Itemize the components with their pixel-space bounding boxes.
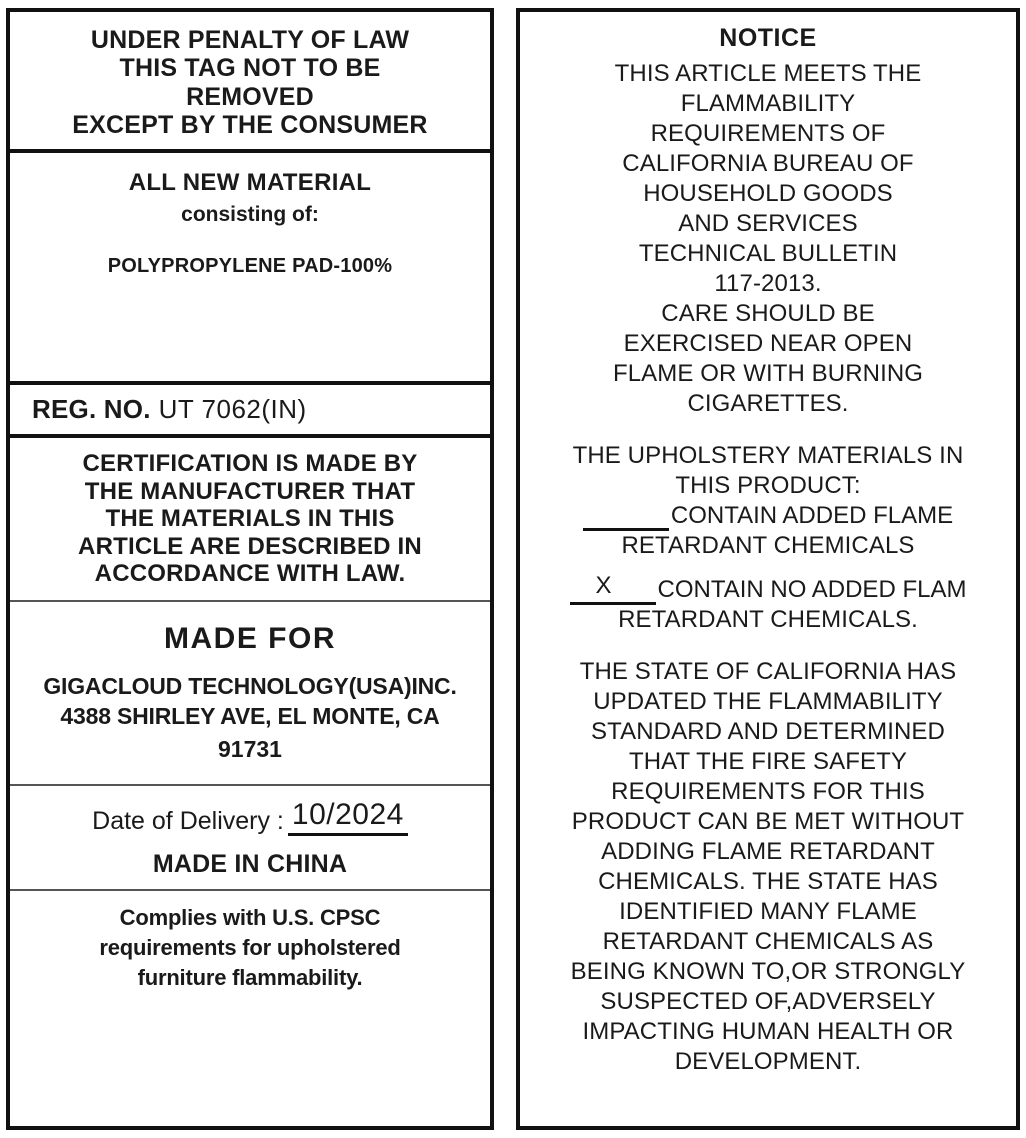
flammability-line-11: FLAME OR WITH BURNING <box>612 360 924 387</box>
made-for-address: 4388 SHIRLEY AVE, EL MONTE, CA <box>60 702 440 729</box>
upholstery-intro <box>534 441 1002 501</box>
state-line-1: THE STATE OF CALIFORNIA HAS <box>579 658 957 685</box>
state-line-2: UPDATED THE FLAMMABILITY <box>593 688 943 715</box>
penalty-line-1: UNDER PENALTY OF LAW <box>90 26 410 54</box>
penalty-notice-section <box>10 12 490 153</box>
option-contains-text-line-2: RETARDANT CHEMICALS <box>621 532 915 559</box>
made-for-section <box>10 602 490 786</box>
made-for-company: GIGACLOUD TECHNOLOGY(USA)INC. <box>43 672 457 699</box>
flammability-line-12: CIGARETTES. <box>687 390 849 417</box>
made-for-heading: MADE FOR <box>164 621 336 655</box>
right-notice-tag <box>516 8 1020 1130</box>
state-line-12: SUSPECTED OF,ADVERSELY <box>600 988 936 1015</box>
upholstery-intro-line-1: THE UPHOLSTERY MATERIALS IN <box>572 442 964 469</box>
material-heading: ALL NEW MATERIAL <box>128 169 372 196</box>
option-contains-none-text-line-1: CONTAIN NO ADDED FLAM <box>657 576 967 603</box>
cpsc-compliance-section <box>10 891 490 1126</box>
flammability-line-2: FLAMMABILITY <box>680 90 856 117</box>
option-contains-text-line-2-wrap <box>534 531 1002 561</box>
checkbox-blank-contains[interactable] <box>583 506 669 531</box>
delivery-section <box>10 786 490 891</box>
cpsc-line-1: Complies with U.S. CPSC <box>119 905 381 931</box>
registration-value: UT 7062(IN) <box>158 394 307 424</box>
check-mark-x: X <box>595 572 612 599</box>
flammability-line-8: 117-2013. <box>714 270 822 297</box>
state-line-10: RETARDANT CHEMICALS AS <box>602 928 934 955</box>
state-line-14: DEVELOPMENT. <box>674 1048 862 1075</box>
flammability-line-3: REQUIREMENTS OF <box>650 120 886 147</box>
flammability-line-5: HOUSEHOLD GOODS <box>643 180 893 207</box>
cpsc-line-2: requirements for upholstered <box>99 934 401 960</box>
option-contains-none-text-line-2: RETARDANT CHEMICALS. <box>618 606 918 633</box>
certification-section <box>10 438 490 602</box>
state-of-california-paragraph <box>534 657 1002 1077</box>
certification-line-2: THE MANUFACTURER THAT <box>84 477 416 505</box>
certification-line-5: ACCORDANCE WITH LAW. <box>94 560 406 588</box>
state-line-5: REQUIREMENTS FOR THIS <box>611 778 925 805</box>
flammability-line-6: AND SERVICES <box>678 210 858 237</box>
flammability-line-1: THIS ARTICLE MEETS THE <box>614 60 922 87</box>
spacer-3 <box>534 635 1002 657</box>
state-line-13: IMPACTING HUMAN HEALTH OR <box>582 1018 954 1045</box>
state-line-3: STANDARD AND DETERMINED <box>591 718 945 745</box>
certification-line-3: THE MATERIALS IN THIS <box>105 505 395 533</box>
penalty-line-4: EXCEPT BY THE CONSUMER <box>72 110 428 139</box>
penalty-line-2: THIS TAG NOT TO BE <box>119 54 381 83</box>
registration-number-section <box>10 385 490 438</box>
left-law-tag <box>6 8 494 1130</box>
spacer-1 <box>534 419 1002 441</box>
flammability-line-7: TECHNICAL BULLETIN <box>638 240 898 267</box>
registration-label: REG. NO. <box>32 394 151 424</box>
state-line-9: IDENTIFIED MANY FLAME <box>619 898 917 925</box>
country-of-origin: MADE IN CHINA <box>152 850 348 879</box>
flammability-line-10: EXERCISED NEAR OPEN <box>623 330 913 357</box>
flammability-line-4: CALIFORNIA BUREAU OF <box>622 150 914 177</box>
delivery-row <box>18 798 482 836</box>
checkbox-blank-contains-none[interactable] <box>570 572 656 605</box>
state-line-8: CHEMICALS. THE STATE HAS <box>598 868 938 895</box>
option-contains-none-text-line-2-wrap <box>534 605 1002 635</box>
option-contains-no-flame-retardant[interactable] <box>534 572 1002 605</box>
material-subheading: consisting of: <box>181 203 319 226</box>
state-line-7: ADDING FLAME RETARDANT <box>601 838 935 865</box>
delivery-date-value: 10/2024 <box>288 798 408 836</box>
state-line-4: THAT THE FIRE SAFETY <box>628 748 908 775</box>
flammability-line-9: CARE SHOULD BE <box>661 300 875 327</box>
cpsc-line-3: furniture flammability. <box>137 964 363 990</box>
delivery-label: Date of Delivery : <box>92 807 284 836</box>
option-contains-flame-retardant[interactable] <box>534 501 1002 531</box>
material-section <box>10 153 490 385</box>
certification-line-1: CERTIFICATION IS MADE BY <box>82 450 418 477</box>
material-content: POLYPROPYLENE PAD-100% <box>107 255 393 277</box>
certification-line-4: ARTICLE ARE DESCRIBED IN <box>78 532 422 560</box>
notice-title: NOTICE <box>719 24 817 52</box>
penalty-line-3: REMOVED <box>186 82 314 111</box>
upholstery-intro-line-2: THIS PRODUCT: <box>675 472 861 499</box>
state-line-11: BEING KNOWN TO,OR STRONGLY <box>570 958 966 985</box>
flammability-paragraph <box>534 59 1002 419</box>
option-contains-text-line-1: CONTAIN ADDED FLAME <box>670 502 954 529</box>
made-for-zip: 91731 <box>218 735 282 762</box>
state-line-6: PRODUCT CAN BE MET WITHOUT <box>571 808 965 835</box>
